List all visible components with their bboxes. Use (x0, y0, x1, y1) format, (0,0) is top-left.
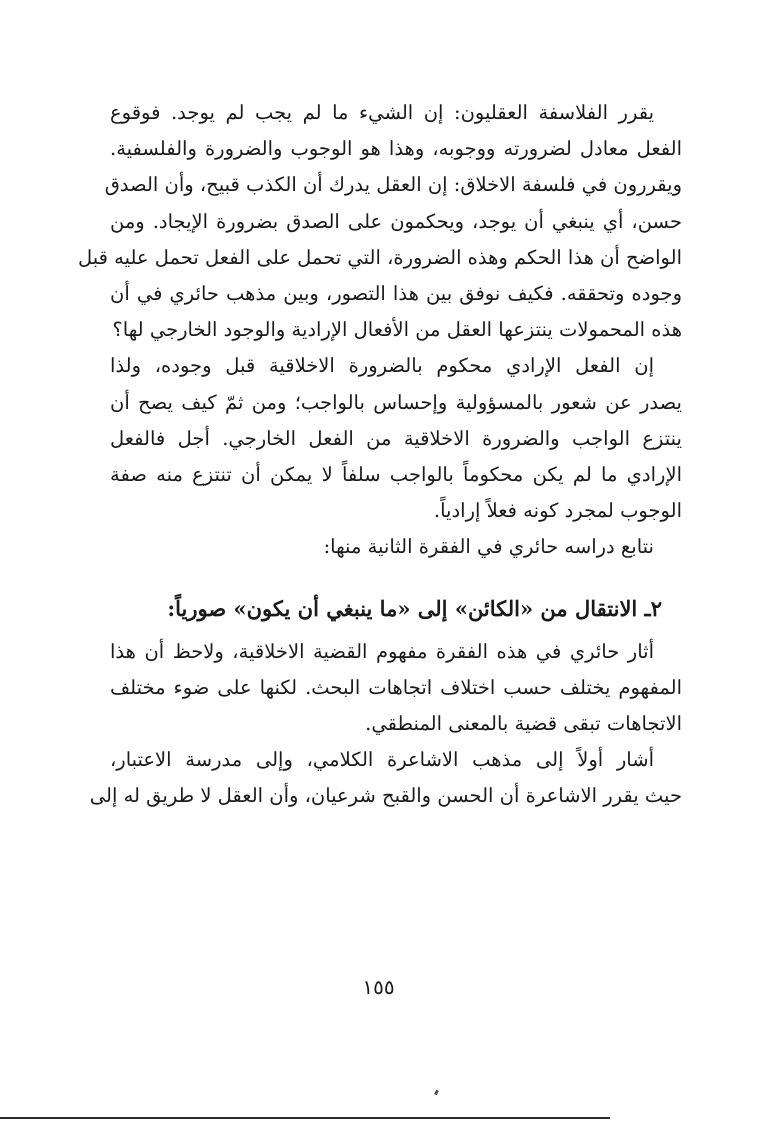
text-line: إن الفعل الإرادي محكوم بالضرورة الاخلاقية قبل وجوده، ولذا (110, 354, 654, 378)
text-line: الواضح أن هذا الحكم وهذه الضرورة، التي تحمل على الفعل تحمل عليه قبل (77, 245, 682, 269)
text-line: حيث يقرر الاشاعرة أن الحسن والقبح شرعيان، وأن العقل لا طريق له إلى (89, 784, 682, 808)
text-line: ويقررون في فلسفة الاخلاق: إن العقل يدرك أن الكذب قبيح، وأن الصدق (104, 173, 682, 197)
text-line: أشار أولاً إلى مذهب الاشاعرة الكلامي، وإلى مدرسة الاعتبار، (110, 748, 654, 772)
text-line: يقرر الفلاسفة العقليون: إن الشيء ما لم يجب لم يوجد. فوقوع (110, 101, 654, 124)
text-line: حسن، أي ينبغي أن يوجد، ويحكمون على الصدق بضرورة الإيجاد. ومن (110, 209, 682, 233)
page-body (77, 95, 682, 815)
text-line: الإرادي ما لم يكن محكوماً بالواجب سلفاً لا يمكن أن تنتزع منه صفة (110, 462, 682, 486)
paragraph-voluntary-act (110, 348, 682, 529)
paragraph-rationalists (77, 95, 682, 348)
paragraph-moral-proposition (110, 634, 682, 743)
bottom-rule (0, 1117, 610, 1119)
text-line: الفعل معادل لضرورته ووجوبه، وهذا هو الوجوب والضرورة والفلسفية. (110, 137, 682, 161)
paragraph-ashaira (89, 742, 682, 814)
text-line: الوجوب لمجرد كونه فعلاً إرادياً. (433, 499, 682, 523)
page-number: ١٥٥ (362, 975, 395, 999)
text-line: يصدر عن شعور بالمسؤولية وإحساس بالواجب؛ ومن ثمّ كيف يصح أن (110, 390, 682, 414)
text-line: هذه المحمولات ينتزعها العقل من الأفعال الإرادية والوجود الخارجي لها؟ (112, 318, 682, 342)
text-line: ينتزع الواجب والضرورة الاخلاقية من الفعل الخارجي. أجل فالفعل (110, 426, 682, 450)
text-line: أثار حائري في هذه الفقرة مفهوم القضية الاخلاقية، ولاحظ أن هذا (110, 639, 654, 663)
section-heading: ٢ـ الانتقال من «الكائن» إلى «ما ينبغي أن يكون» صورياً: (167, 596, 662, 622)
text-line: نتابع دراسه حائري في الفقرة الثانية منها: (323, 535, 654, 559)
text-line: الاتجاهات تبقى قضية بالمعنى المنطقي. (365, 712, 682, 735)
text-line: المفهوم يختلف حسب اختلاف اتجاهات البحث. لكنها على ضوء مختلف (110, 675, 682, 699)
text-line: وجوده وتحققه. فكيف نوفق بين هذا التصور، وبين مذهب حائري في أن (110, 281, 682, 305)
scan-speck (434, 1090, 439, 1096)
paragraph-continue (110, 529, 682, 565)
